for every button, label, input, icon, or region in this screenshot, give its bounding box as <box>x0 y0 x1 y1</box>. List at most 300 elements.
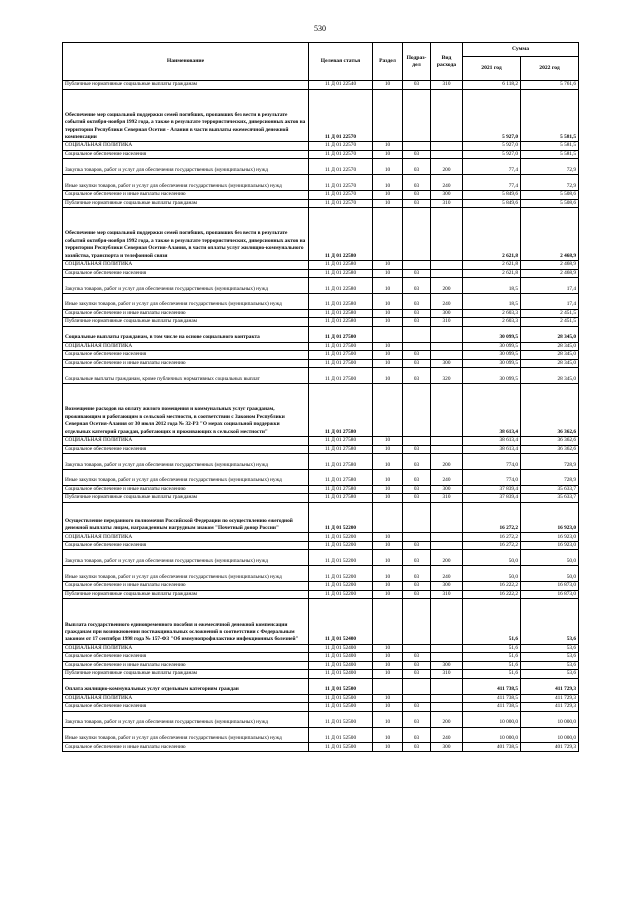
cell-2022: 50,0 <box>521 550 579 566</box>
cell-target: 11 Д 01 52500 <box>309 711 373 727</box>
cell-section: 10 <box>373 711 403 727</box>
cell-expense-type: 200 <box>431 278 463 294</box>
cell-expense-type <box>431 351 463 360</box>
cell-name: Иные закупки товаров, работ и услуг для обеспечения государственных (муниципальных) нужд <box>63 727 309 743</box>
cell-expense-type <box>431 150 463 159</box>
cell-section: 10 <box>373 653 403 662</box>
cell-2021: 10 000,0 <box>463 727 521 743</box>
cell-expense-type <box>431 599 463 645</box>
cell-expense-type <box>431 541 463 550</box>
header-name: Наименование <box>63 43 309 81</box>
cell-expense-type <box>431 326 463 342</box>
cell-2021: 411 738,5 <box>463 678 521 694</box>
cell-2021: 5 927,0 <box>463 89 521 142</box>
table-row <box>63 661 579 670</box>
cell-subsection: 03 <box>403 566 431 582</box>
cell-name: Социальное обеспечение населения <box>63 269 309 278</box>
cell-name: Осуществление переданного полномочия Российской Федерации по осуществлению ежегодной денежной выплаты лицам, награжденным нагрудным знаком "Почетный донор России" <box>63 502 309 533</box>
cell-section: 10 <box>373 191 403 200</box>
cell-name: СОЦИАЛЬНАЯ ПОЛИТИКА <box>63 342 309 351</box>
cell-section: 10 <box>373 159 403 175</box>
cell-target: 11 Д 01 27500 <box>309 326 373 342</box>
table-row <box>63 199 579 208</box>
cell-subsection: 03 <box>403 661 431 670</box>
table-row <box>63 142 579 151</box>
cell-2021: 51,6 <box>463 670 521 679</box>
cell-target: 11 Д 01 27580 <box>309 494 373 503</box>
cell-2022: 28 345,0 <box>521 368 579 384</box>
cell-expense-type: 200 <box>431 159 463 175</box>
cell-2022: 411 729,3 <box>521 694 579 703</box>
cell-expense-type: 200 <box>431 454 463 470</box>
cell-target: 11 Д 01 52400 <box>309 661 373 670</box>
cell-2022: 35 633,7 <box>521 485 579 494</box>
budget-table <box>62 42 579 752</box>
cell-section: 10 <box>373 150 403 159</box>
table-row <box>63 278 579 294</box>
cell-2022: 2 468,9 <box>521 269 579 278</box>
cell-name: Публичные нормативные социальные выплаты гражданам <box>63 590 309 599</box>
table-row <box>63 599 579 645</box>
cell-name: Закупка товаров, работ и услуг для обеспечения государственных (муниципальных) нужд <box>63 278 309 294</box>
cell-target: 11 Д 01 52200 <box>309 533 373 542</box>
cell-name: Социальное обеспечение и иные выплаты населению <box>63 191 309 200</box>
cell-subsection <box>403 694 431 703</box>
cell-subsection <box>403 502 431 533</box>
cell-section: 10 <box>373 445 403 454</box>
cell-target: 11 Д 01 52500 <box>309 678 373 694</box>
table-row <box>63 351 579 360</box>
cell-name: Социальное обеспечение и иные выплаты населению <box>63 582 309 591</box>
cell-section: 10 <box>373 175 403 191</box>
cell-2021: 16 272,2 <box>463 533 521 542</box>
cell-2022: 10 000,0 <box>521 711 579 727</box>
cell-subsection: 03 <box>403 541 431 550</box>
cell-expense-type: 320 <box>431 368 463 384</box>
cell-2021: 411 738,5 <box>463 694 521 703</box>
cell-target: 11 Д 01 22570 <box>309 89 373 142</box>
table-row <box>63 703 579 712</box>
cell-expense-type: 310 <box>431 494 463 503</box>
cell-expense-type <box>431 445 463 454</box>
cell-subsection <box>403 533 431 542</box>
cell-subsection: 03 <box>403 318 431 327</box>
cell-section: 10 <box>373 533 403 542</box>
cell-target: 11 Д 01 22580 <box>309 208 373 261</box>
cell-2022: 36 362,6 <box>521 384 579 437</box>
cell-subsection: 03 <box>403 368 431 384</box>
cell-2021: 30 099,5 <box>463 351 521 360</box>
cell-expense-type <box>431 502 463 533</box>
cell-2021: 2 621,8 <box>463 261 521 270</box>
cell-2022: 411 729,3 <box>521 703 579 712</box>
table-row <box>63 269 579 278</box>
table-row <box>63 318 579 327</box>
cell-2021: 38 613,4 <box>463 445 521 454</box>
cell-expense-type <box>431 142 463 151</box>
cell-subsection: 03 <box>403 711 431 727</box>
cell-target: 11 Д 01 52500 <box>309 694 373 703</box>
table-row <box>63 208 579 261</box>
cell-target: 11 Д 01 52200 <box>309 502 373 533</box>
cell-2022: 5 581,5 <box>521 150 579 159</box>
cell-name: Социальное обеспечение населения <box>63 541 309 550</box>
header-target: Целевая статья <box>309 43 373 81</box>
cell-target: 11 Д 01 52200 <box>309 566 373 582</box>
cell-target: 11 Д 01 22580 <box>309 293 373 309</box>
table-row <box>63 678 579 694</box>
cell-expense-type <box>431 694 463 703</box>
cell-section <box>373 502 403 533</box>
cell-section: 10 <box>373 644 403 653</box>
cell-name: Выплата государственного единовременного пособия и ежемесячной денежной компенсации гражданам при возникновении поствакцинальных осложнений в соответствии с Федеральным законом от 17 сентября 1998 года № 157-ФЗ "Об иммунопрофилактике инфекционных болезней" <box>63 599 309 645</box>
header-subsection: Подраз- дел <box>403 43 431 81</box>
table-row <box>63 150 579 159</box>
cell-subsection <box>403 599 431 645</box>
cell-section: 10 <box>373 351 403 360</box>
cell-target: 11 Д 01 22570 <box>309 159 373 175</box>
cell-expense-type <box>431 269 463 278</box>
cell-2022: 28 345,0 <box>521 359 579 368</box>
cell-section: 10 <box>373 359 403 368</box>
cell-2021: 30 099,5 <box>463 326 521 342</box>
cell-subsection: 03 <box>403 293 431 309</box>
cell-name: Социальное обеспечение и иные выплаты населению <box>63 309 309 318</box>
cell-name: Социальное обеспечение и иные выплаты населению <box>63 359 309 368</box>
cell-subsection: 03 <box>403 159 431 175</box>
cell-expense-type <box>431 208 463 261</box>
cell-section: 10 <box>373 437 403 446</box>
header-year-2021: 2021 год <box>463 57 521 81</box>
cell-subsection: 03 <box>403 703 431 712</box>
table-row <box>63 454 579 470</box>
cell-2022: 5 508,6 <box>521 199 579 208</box>
table-row <box>63 485 579 494</box>
table-row <box>63 309 579 318</box>
cell-expense-type: 240 <box>431 293 463 309</box>
cell-subsection: 03 <box>403 309 431 318</box>
table-row <box>63 590 579 599</box>
cell-2022: 5 508,6 <box>521 191 579 200</box>
cell-2022: 16 873,0 <box>521 590 579 599</box>
cell-target: 11 Д 01 27580 <box>309 437 373 446</box>
table-row <box>63 89 579 142</box>
cell-subsection: 03 <box>403 550 431 566</box>
table-row <box>63 582 579 591</box>
header-row <box>63 43 579 57</box>
cell-subsection: 03 <box>403 150 431 159</box>
table-row <box>63 437 579 446</box>
cell-2022: 411 729,3 <box>521 678 579 694</box>
cell-name: Возмещение расходов на оплату жилого помещения и коммунальных услуг гражданам, проживающим и работающим в сельской местности, в соответствии с Законом Республики Северная Осетия-Алания от 30 июля 2012 года № 32-РЗ "О мерах социальной поддержки отдельных категорий граждан, работающих и проживающих в сельской местности" <box>63 384 309 437</box>
cell-name: Социальные выплаты гражданам, в том числе на основе социального контракта <box>63 326 309 342</box>
cell-name: Социальное обеспечение населения <box>63 703 309 712</box>
cell-2022: 17,4 <box>521 278 579 294</box>
cell-name: СОЦИАЛЬНАЯ ПОЛИТИКА <box>63 261 309 270</box>
cell-target: 11 Д 01 52500 <box>309 727 373 743</box>
cell-expense-type: 240 <box>431 566 463 582</box>
cell-name: Социальное обеспечение населения <box>63 150 309 159</box>
cell-2022: 16 923,0 <box>521 502 579 533</box>
cell-2022: 5 761,6 <box>521 81 579 90</box>
cell-subsection: 03 <box>403 653 431 662</box>
cell-2021: 50,0 <box>463 566 521 582</box>
cell-target: 11 Д 01 52200 <box>309 541 373 550</box>
cell-expense-type: 240 <box>431 469 463 485</box>
cell-section: 10 <box>373 269 403 278</box>
cell-section: 10 <box>373 454 403 470</box>
cell-name: Публичные нормативные социальные выплаты гражданам <box>63 199 309 208</box>
table-row <box>63 653 579 662</box>
cell-section: 10 <box>373 278 403 294</box>
cell-2022: 5 581,5 <box>521 142 579 151</box>
cell-expense-type: 240 <box>431 727 463 743</box>
cell-expense-type <box>431 89 463 142</box>
table-row <box>63 326 579 342</box>
cell-target: 11 Д 01 22570 <box>309 175 373 191</box>
cell-expense-type: 200 <box>431 550 463 566</box>
cell-2022: 2 451,5 <box>521 318 579 327</box>
cell-expense-type: 310 <box>431 318 463 327</box>
cell-target: 11 Д 01 22570 <box>309 199 373 208</box>
cell-target: 11 Д 01 22580 <box>309 269 373 278</box>
cell-2021: 18,5 <box>463 293 521 309</box>
cell-2021: 38 613,4 <box>463 437 521 446</box>
cell-target: 11 Д 01 27500 <box>309 359 373 368</box>
table-row <box>63 159 579 175</box>
cell-section <box>373 326 403 342</box>
cell-subsection: 03 <box>403 670 431 679</box>
cell-target: 11 Д 01 52200 <box>309 590 373 599</box>
cell-2021: 30 099,5 <box>463 368 521 384</box>
cell-2022: 28 345,0 <box>521 351 579 360</box>
cell-section: 10 <box>373 142 403 151</box>
cell-name: Иные закупки товаров, работ и услуг для обеспечения государственных (муниципальных) нужд <box>63 566 309 582</box>
cell-target: 11 Д 01 22570 <box>309 191 373 200</box>
cell-name: Социальное обеспечение населения <box>63 445 309 454</box>
cell-target: 11 Д 01 52400 <box>309 670 373 679</box>
cell-target: 11 Д 01 22570 <box>309 142 373 151</box>
cell-2021: 37 839,4 <box>463 494 521 503</box>
cell-subsection: 03 <box>403 359 431 368</box>
table-row <box>63 342 579 351</box>
cell-section: 10 <box>373 566 403 582</box>
table-row <box>63 502 579 533</box>
cell-section: 10 <box>373 81 403 90</box>
cell-2021: 16 272,2 <box>463 541 521 550</box>
cell-subsection: 03 <box>403 445 431 454</box>
cell-2021: 51,6 <box>463 661 521 670</box>
cell-2021: 37 839,4 <box>463 485 521 494</box>
cell-expense-type <box>431 653 463 662</box>
cell-target: 11 Д 01 22580 <box>309 318 373 327</box>
cell-subsection: 03 <box>403 727 431 743</box>
cell-expense-type: 300 <box>431 485 463 494</box>
cell-2021: 38 613,4 <box>463 384 521 437</box>
cell-target: 11 Д 01 27580 <box>309 454 373 470</box>
cell-expense-type: 310 <box>431 670 463 679</box>
cell-name: Обеспечение мер социальной поддержки семей погибших, пропавших без вести в результате событий октября-ноября 1992 года, а также в результате террористических, диверсионных актов на территории Республики Северная Осетия - Алания в части выплаты ежемесячной денежной компенсации <box>63 89 309 142</box>
cell-name: Социальное обеспечение и иные выплаты населению <box>63 485 309 494</box>
cell-2021: 5 927,0 <box>463 150 521 159</box>
cell-subsection: 03 <box>403 175 431 191</box>
cell-2022: 2 468,9 <box>521 261 579 270</box>
cell-name: СОЦИАЛЬНАЯ ПОЛИТИКА <box>63 533 309 542</box>
table-row <box>63 533 579 542</box>
cell-name: Публичные нормативные социальные выплаты гражданам <box>63 81 309 90</box>
cell-2022: 401 729,3 <box>521 743 579 752</box>
cell-target: 11 Д 01 22570 <box>309 150 373 159</box>
cell-section: 10 <box>373 494 403 503</box>
cell-expense-type: 300 <box>431 309 463 318</box>
cell-section: 10 <box>373 743 403 752</box>
cell-name: Социальные выплаты гражданам, кроме публичных нормативных социальных выплат <box>63 368 309 384</box>
cell-target: 11 Д 01 27500 <box>309 368 373 384</box>
cell-2022: 2 451,5 <box>521 309 579 318</box>
cell-subsection: 03 <box>403 278 431 294</box>
cell-expense-type <box>431 703 463 712</box>
cell-section: 10 <box>373 661 403 670</box>
cell-target: 11 Д 01 22580 <box>309 261 373 270</box>
cell-name: Закупка товаров, работ и услуг для обеспечения государственных (муниципальных) нужд <box>63 711 309 727</box>
cell-subsection: 03 <box>403 351 431 360</box>
cell-name: Социальное обеспечение населения <box>63 351 309 360</box>
cell-expense-type <box>431 437 463 446</box>
cell-2022: 728,9 <box>521 469 579 485</box>
cell-2021: 401 738,5 <box>463 743 521 752</box>
cell-2022: 53,6 <box>521 670 579 679</box>
cell-2021: 18,5 <box>463 278 521 294</box>
cell-2021: 77,4 <box>463 159 521 175</box>
cell-subsection: 03 <box>403 191 431 200</box>
cell-target: 11 Д 01 52400 <box>309 653 373 662</box>
cell-2022: 53,6 <box>521 661 579 670</box>
cell-section: 10 <box>373 703 403 712</box>
cell-name: Иные закупки товаров, работ и услуг для обеспечения государственных (муниципальных) нужд <box>63 469 309 485</box>
cell-subsection: 03 <box>403 81 431 90</box>
cell-expense-type: 240 <box>431 175 463 191</box>
cell-subsection <box>403 644 431 653</box>
cell-subsection: 03 <box>403 469 431 485</box>
cell-section <box>373 208 403 261</box>
cell-target: 11 Д 01 52200 <box>309 550 373 566</box>
header-year-2022: 2022 год <box>521 57 579 81</box>
cell-section: 10 <box>373 261 403 270</box>
cell-name: Публичные нормативные социальные выплаты гражданам <box>63 318 309 327</box>
cell-section: 10 <box>373 342 403 351</box>
table-row <box>63 175 579 191</box>
cell-2021: 16 272,2 <box>463 502 521 533</box>
cell-expense-type: 310 <box>431 199 463 208</box>
cell-subsection: 03 <box>403 199 431 208</box>
table-row <box>63 743 579 752</box>
cell-name: Социальное обеспечение и иные выплаты населению <box>63 743 309 752</box>
cell-expense-type <box>431 533 463 542</box>
cell-expense-type <box>431 342 463 351</box>
cell-section <box>373 384 403 437</box>
table-row <box>63 261 579 270</box>
cell-subsection <box>403 261 431 270</box>
cell-2021: 51,6 <box>463 653 521 662</box>
cell-2021: 2 603,3 <box>463 309 521 318</box>
cell-2022: 53,6 <box>521 599 579 645</box>
cell-name: Социальное обеспечение населения <box>63 653 309 662</box>
table-body <box>63 81 579 752</box>
cell-2021: 51,6 <box>463 599 521 645</box>
table-row <box>63 191 579 200</box>
cell-section: 10 <box>373 309 403 318</box>
cell-section: 10 <box>373 485 403 494</box>
cell-name: Оплата жилищно-коммунальных услуг отдельным категориям граждан <box>63 678 309 694</box>
cell-name: Иные закупки товаров, работ и услуг для обеспечения государственных (муниципальных) нужд <box>63 293 309 309</box>
cell-section: 10 <box>373 590 403 599</box>
cell-name: СОЦИАЛЬНАЯ ПОЛИТИКА <box>63 142 309 151</box>
table-row <box>63 293 579 309</box>
cell-2021: 2 603,3 <box>463 318 521 327</box>
cell-2022: 5 581,5 <box>521 89 579 142</box>
cell-2022: 2 468,9 <box>521 208 579 261</box>
cell-subsection <box>403 342 431 351</box>
cell-expense-type: 300 <box>431 743 463 752</box>
cell-subsection: 03 <box>403 269 431 278</box>
cell-name: Публичные нормативные социальные выплаты гражданам <box>63 670 309 679</box>
cell-subsection: 03 <box>403 454 431 470</box>
table-row <box>63 359 579 368</box>
cell-target: 11 Д 01 52400 <box>309 599 373 645</box>
cell-2021: 774,0 <box>463 454 521 470</box>
cell-2022: 728,9 <box>521 454 579 470</box>
cell-name: Обеспечение мер социальной поддержки семей погибших, пропавших без вести в результате событий октября-ноября 1992 года, а также в результате террористических, диверсионных актов на территории Республики Северная Осетия-Алания, в части оплаты услуг жилищно-коммунального хозяйства, транспорта и телефонной связи <box>63 208 309 261</box>
cell-name: Закупка товаров, работ и услуг для обеспечения государственных (муниципальных) нужд <box>63 159 309 175</box>
cell-target: 11 Д 01 27580 <box>309 384 373 437</box>
cell-expense-type <box>431 678 463 694</box>
cell-target: 11 Д 01 52500 <box>309 703 373 712</box>
cell-expense-type: 300 <box>431 661 463 670</box>
table-row <box>63 727 579 743</box>
cell-2022: 50,0 <box>521 566 579 582</box>
table-row <box>63 670 579 679</box>
cell-2021: 2 621,8 <box>463 269 521 278</box>
cell-2021: 5 849,6 <box>463 191 521 200</box>
cell-section: 10 <box>373 293 403 309</box>
cell-name: Закупка товаров, работ и услуг для обеспечения государственных (муниципальных) нужд <box>63 454 309 470</box>
cell-target: 11 Д 01 22580 <box>309 278 373 294</box>
cell-target: 11 Д 01 27580 <box>309 485 373 494</box>
table-row <box>63 368 579 384</box>
header-section: Раздел <box>373 43 403 81</box>
cell-name: Иные закупки товаров, работ и услуг для обеспечения государственных (муниципальных) нужд <box>63 175 309 191</box>
cell-2022: 35 633,7 <box>521 494 579 503</box>
cell-2021: 411 738,5 <box>463 703 521 712</box>
table-row <box>63 711 579 727</box>
cell-subsection <box>403 678 431 694</box>
cell-target: 11 Д 01 52200 <box>309 582 373 591</box>
cell-name: Закупка товаров, работ и услуг для обеспечения государственных (муниципальных) нужд <box>63 550 309 566</box>
cell-expense-type: 300 <box>431 582 463 591</box>
cell-subsection: 03 <box>403 743 431 752</box>
cell-2022: 16 923,0 <box>521 533 579 542</box>
page-number: 530 <box>314 24 326 33</box>
cell-target: 11 Д 01 52500 <box>309 743 373 752</box>
cell-2021: 6 118,2 <box>463 81 521 90</box>
cell-2022: 53,6 <box>521 653 579 662</box>
cell-subsection: 03 <box>403 590 431 599</box>
cell-name: СОЦИАЛЬНАЯ ПОЛИТИКА <box>63 694 309 703</box>
cell-subsection <box>403 208 431 261</box>
cell-target: 11 Д 01 27580 <box>309 469 373 485</box>
cell-2021: 5 927,0 <box>463 142 521 151</box>
cell-expense-type: 300 <box>431 359 463 368</box>
